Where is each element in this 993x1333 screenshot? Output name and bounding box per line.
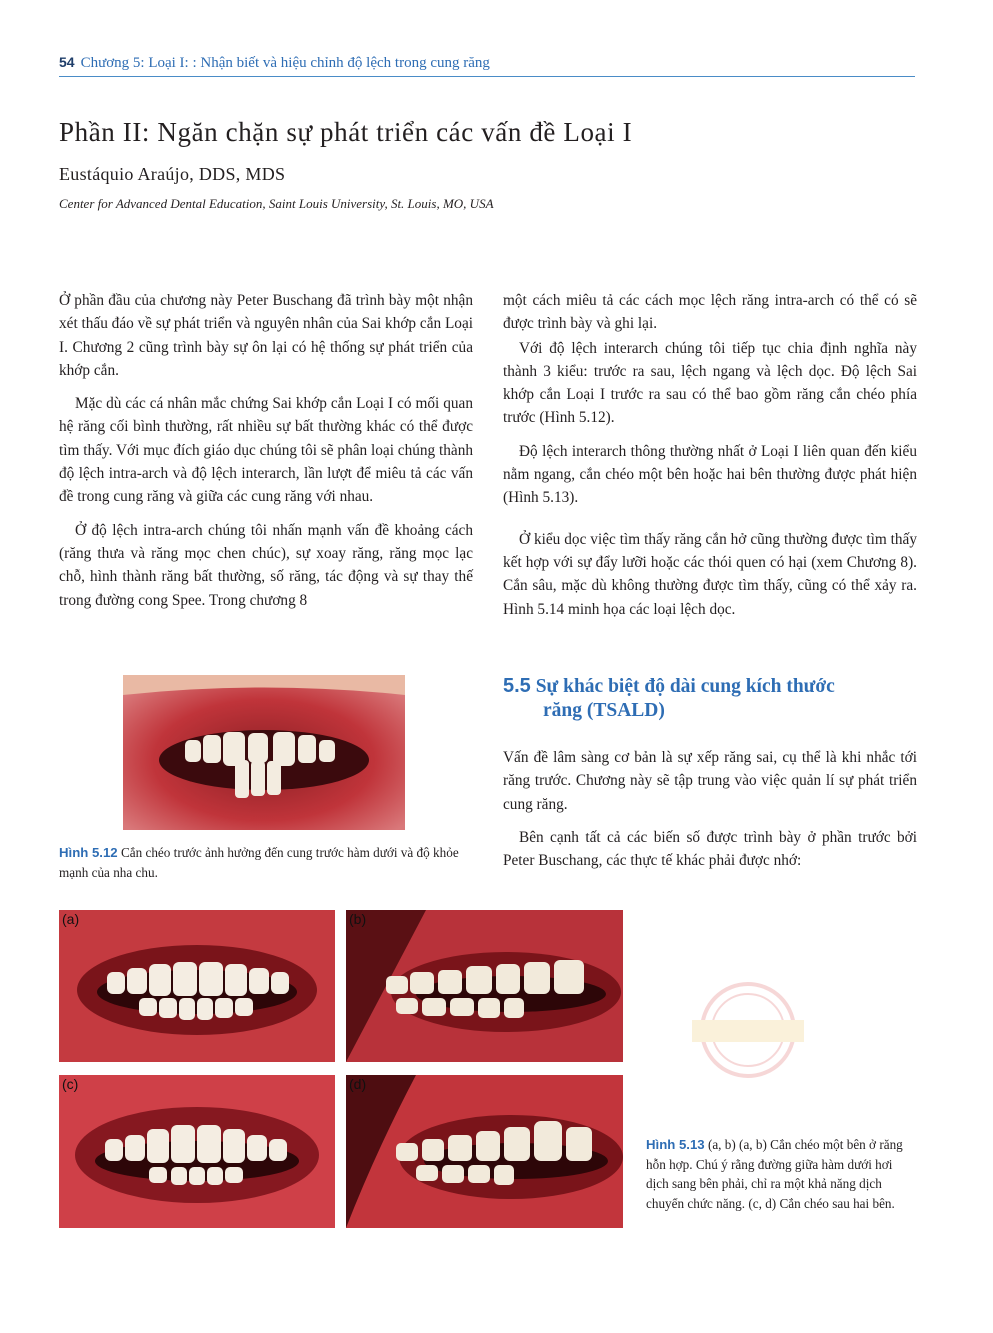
running-header <box>59 54 915 77</box>
figure-5-12-photo <box>123 675 405 830</box>
section-number: 5.5 <box>503 675 531 697</box>
figure-5-13b-photo <box>346 910 623 1062</box>
affiliation: Center for Advanced Dental Education, Saint Louis University, St. Louis, MO, USA <box>59 196 494 211</box>
watermark-seal <box>688 975 808 1085</box>
author: Eustáquio Araújo, DDS, MDS <box>59 164 286 184</box>
paragraph: Ở phần đầu của chương này Peter Buschang đã trình bày một nhận xét thấu đáo về sự phát triển và nguyên nhân của Sai khớp cắn Loại I. Chương 2 cũng trình bày sự ôn lại có hệ thống sự phát triển của khớp cắn. <box>59 292 473 379</box>
left-column <box>59 289 473 612</box>
section-heading-line1: Sự khác biệt độ dài cung kích thước <box>535 676 835 697</box>
paragraph: Ở độ lệch intra-arch chúng tôi nhấn mạnh vấn đề khoảng cách (răng thưa và răng mọc chen chúc), sự xoay răng, răng mọc lạc chỗ, hình thành răng bất thường, số răng, tác động và sự thay thế trong đường cong Spee. Trong chương 8 <box>59 521 473 609</box>
caption-text: (a, b) (a, b) Cắn chéo một bên ở răng hỗn hợp. Chú ý rằng đường giữa hàm dưới hơi dịch sang bên phải, chỉ ra một khả năng dịch chuyển chức năng. (c, d) Cắn chéo sau hai bên. <box>646 1137 903 1211</box>
paragraph: Ở kiểu dọc việc tìm thấy răng cắn hở cũng thường được tìm thấy kết hợp với sự đẩy lưỡi hoặc các thói quen có hại (xem Chương 8). Cắn sâu, mặc dù không thường được tìm thấy, cũng có thể xảy ra. Hình 5.14 minh họa các loại lệch dọc. <box>503 530 917 618</box>
section-heading-line2: răng (TSALD) <box>543 700 665 721</box>
paragraph: Bên cạnh tất cả các biến số được trình bày ở phần trước bởi Peter Buschang, các thực tế khác phải được nhớ: <box>503 828 917 870</box>
figure-5-13-caption <box>646 1135 908 1213</box>
paragraph: một cách miêu tả các cách mọc lệch răng intra-arch có thể có sẽ được trình bày và ghi lại. <box>503 292 917 333</box>
chapter-title: Chương 5: Loại I: : Nhận biết và hiệu chỉnh độ lệch trong cung răng <box>80 55 490 71</box>
panel-label: (b) <box>349 911 367 927</box>
figure-5-13c-photo <box>59 1075 335 1228</box>
section-title: Phần II: Ngăn chặn sự phát triển các vấn đề Loại I <box>59 117 633 147</box>
paragraph: Với độ lệch interarch chúng tôi tiếp tục chia định nghĩa này thành 3 kiểu: trước ra sau, lệch ngang và lệch dọc. Độ lệch Sai khớp cắn Loại I trước ra sau có thể bao gồm răng cắn chéo phía trước (Hình 5.12). <box>503 339 917 427</box>
panel-label: (d) <box>349 1076 367 1092</box>
section-body <box>503 746 917 872</box>
right-column <box>503 289 917 621</box>
section-heading <box>503 674 917 723</box>
figure-5-13a-photo <box>59 910 335 1062</box>
figure-label: Hình 5.13 <box>646 1137 705 1152</box>
paragraph: Vấn đề lâm sàng cơ bản là sự xếp răng sai, cụ thể là khi nhắc tới răng trước. Chương này sẽ tập trung vào việc quản lí sự phát triển cung răng. <box>503 749 917 813</box>
figure-label: Hình 5.12 <box>59 845 118 860</box>
panel-label: (c) <box>62 1076 79 1092</box>
panel-label: (a) <box>62 911 80 927</box>
paragraph: Mặc dù các cá nhân mắc chứng Sai khớp cắn Loại I có mối quan hệ răng cối bình thường, rất nhiều sự bất thường khác có thể được tìm thấy. Với mục đích giáo dục chúng tôi sẽ phân loại chúng thành độ lệch intra-arch và độ lệch interarch, lần lượt để miêu tả các vấn đề trong cung răng và giữa các cung răng với nhau. <box>59 395 473 506</box>
figure-5-12-caption <box>59 843 479 882</box>
paragraph: Độ lệch interarch thông thường nhất ở Loại I liên quan đến kiểu nằm ngang, cắn chéo một bên hoặc hai bên thường được phát hiện (Hình 5.13). <box>503 442 917 507</box>
page-number: 54 <box>59 54 75 70</box>
figure-5-13d-photo <box>346 1075 623 1228</box>
caption-text: Cắn chéo trước ảnh hưởng đến cung trước hàm dưới và độ khỏe mạnh của nha chu. <box>59 845 459 880</box>
